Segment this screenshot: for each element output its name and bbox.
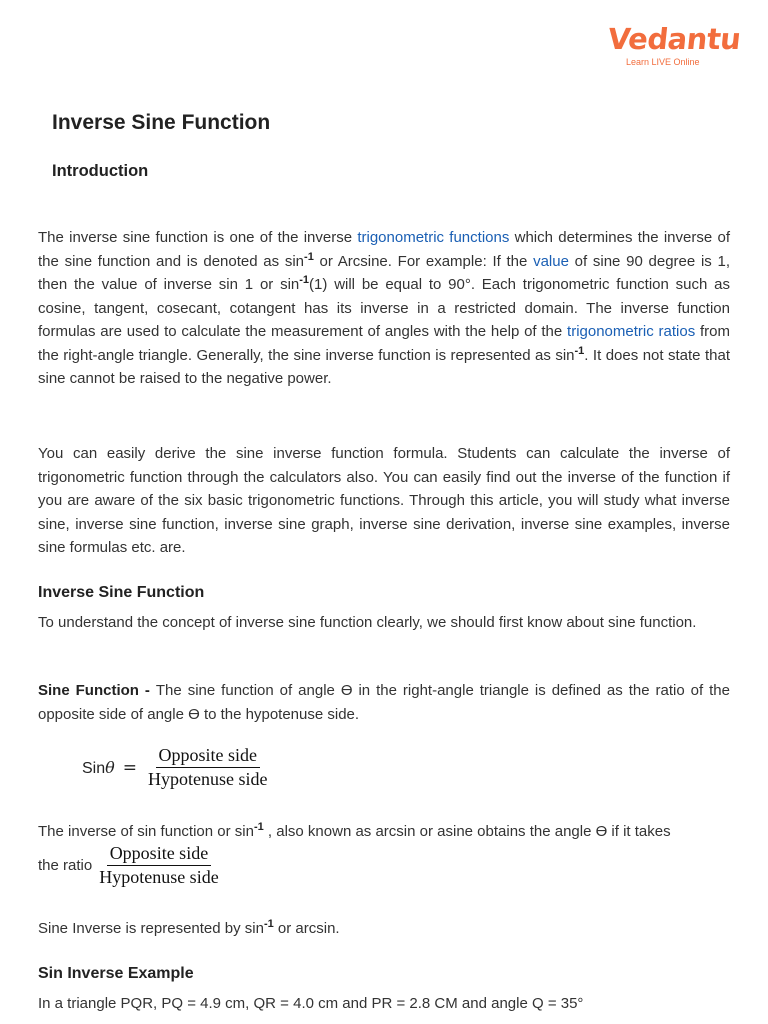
text-run: The inverse of sin function or sin xyxy=(38,823,254,840)
text-run: (1) will be equal to 90°. Each trigonometric function such as cosine, tangent, cosecant, cotangent has its inverse in a restricted domain. The inverse function formulas are used to calculate the measurement of angles with the help of the xyxy=(38,276,730,340)
section-heading-sin-inverse-example: Sin Inverse Example xyxy=(38,965,194,982)
logo-tagline: Learn LIVE Online xyxy=(626,57,700,67)
text-run: of sine 90 degree is 1, then the value of inverse sin 1 or sin xyxy=(38,252,730,293)
text-run: or arcsin. xyxy=(273,920,340,937)
sine-function-definition xyxy=(38,679,730,726)
fraction-numerator: Opposite side xyxy=(107,843,212,866)
sine-inverse-representation xyxy=(38,917,730,941)
link-trigonometric-ratios[interactable]: trigonometric ratios xyxy=(567,323,696,340)
definition-label: Sine Function - xyxy=(38,682,156,699)
superscript: -1 xyxy=(263,918,274,930)
text-run: , also known as arcsin or asine obtains the angle ϴ if it takes xyxy=(263,823,671,840)
superscript: -1 xyxy=(304,250,314,263)
link-trigonometric-functions[interactable]: trigonometric functions xyxy=(357,229,510,246)
intro-paragraph-1 xyxy=(38,226,730,391)
definition-text: The sine function of angle ϴ in the right-angle triangle is defined as the ratio of the opposite side of angle ϴ to the hypotenuse side. xyxy=(38,682,730,723)
formula-fraction xyxy=(145,745,270,790)
ratio-label: the ratio xyxy=(38,857,93,874)
formula-theta: θ xyxy=(105,757,115,777)
ratio-fraction xyxy=(96,843,221,888)
text-run: from the right-angle triangle. Generally, the sine inverse function is represented as sin xyxy=(38,323,730,364)
inverse-sine-paragraph xyxy=(38,820,730,844)
example-paragraph: In a triangle PQR, PQ = 4.9 cm, QR = 4.0 cm and PR = 2.8 CM and angle Q = 35° xyxy=(38,995,584,1012)
superscript: -1 xyxy=(253,821,264,833)
section-paragraph-sine-intro: To understand the concept of inverse sine function clearly, we should first know about sine function. xyxy=(38,614,697,631)
formula-lhs xyxy=(82,758,115,778)
vedantu-logo xyxy=(606,22,743,74)
formula-sin: Sin xyxy=(82,759,106,777)
section-heading-inverse-sine-function: Inverse Sine Function xyxy=(38,584,205,601)
superscript: -1 xyxy=(574,344,585,357)
page-title: Inverse Sine Function xyxy=(52,111,271,134)
fraction-denominator: Hypotenuse side xyxy=(148,769,268,789)
fraction-denominator: Hypotenuse side xyxy=(99,867,219,887)
text-run: The inverse sine function is one of the inverse xyxy=(38,229,358,246)
introduction-heading: Introduction xyxy=(52,162,149,180)
formula-equals: = xyxy=(122,757,138,778)
inline-ratio-formula xyxy=(38,843,222,888)
superscript: -1 xyxy=(299,274,310,286)
intro-paragraph-2: You can easily derive the sine inverse function formula. Students can calculate the inverse of trigonometric function through the calculators also. You can easily find out the inverse of the function if you are aware of the six basic trigonometric functions. Through this article, you will study what inverse sine, inverse sine function, inverse sine graph, inverse sine derivation, inverse sine examples, inverse sine formulas etc. are. xyxy=(38,445,730,556)
link-value[interactable]: value xyxy=(533,252,569,270)
sine-formula xyxy=(82,745,271,790)
text-run: or Arcsine. For example: If the xyxy=(313,252,534,270)
text-run: Sine Inverse is represented by sin xyxy=(38,920,264,937)
text-run: . It does not state that sine cannot be raised to the negative power. xyxy=(38,346,730,387)
logo-wordmark: Vedantu xyxy=(606,22,743,56)
fraction-numerator: Opposite side xyxy=(156,745,261,768)
text-run: which determines the inverse of the sine function and is denoted as sin xyxy=(38,229,730,270)
